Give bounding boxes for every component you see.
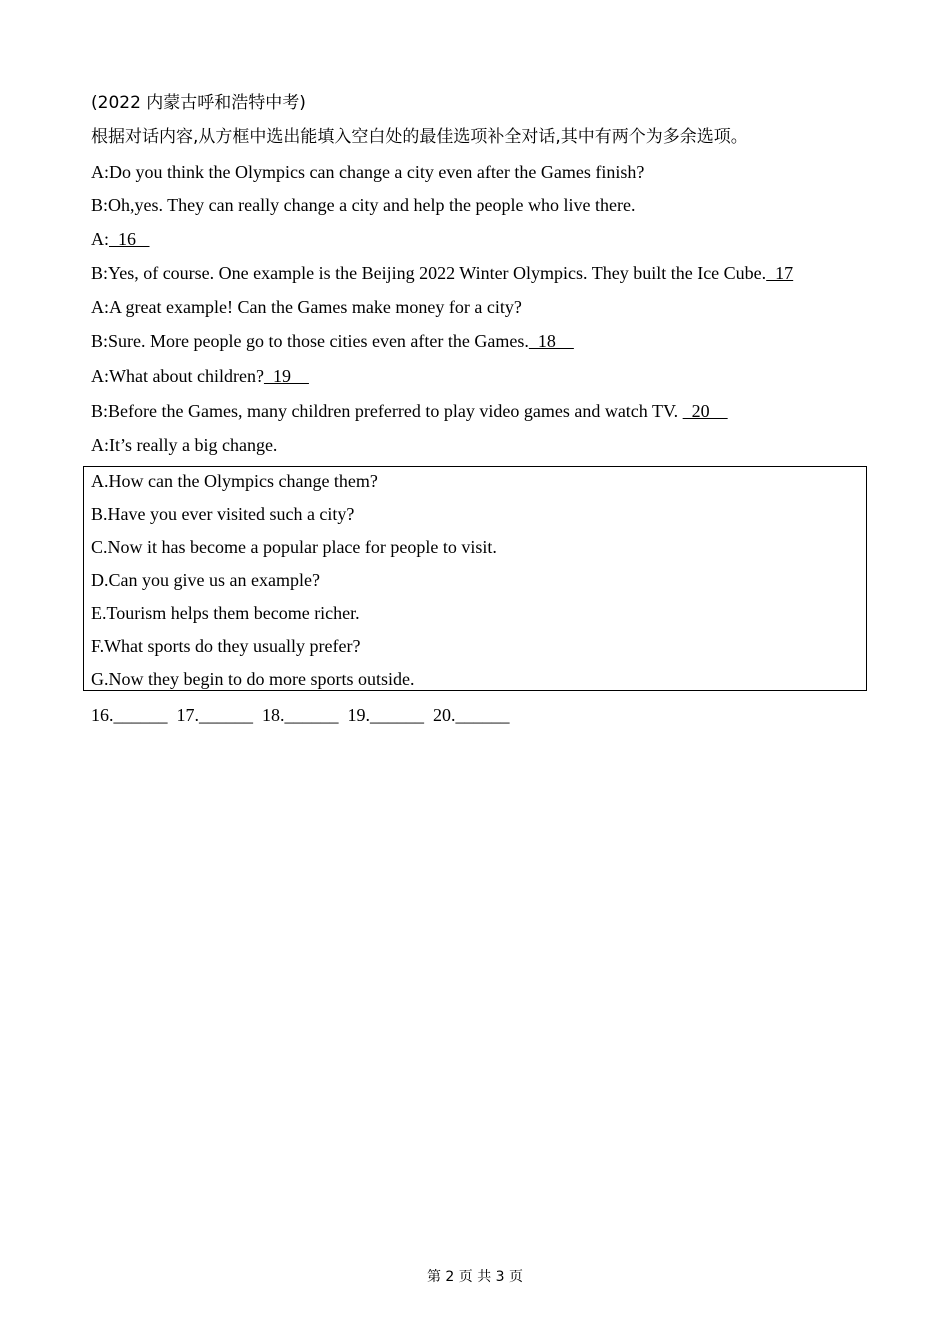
option-d: D.Can you give us an example?: [91, 570, 320, 590]
option-f: F.What sports do they usually prefer?: [91, 636, 361, 656]
dialogue-line-5: [91, 296, 522, 318]
dialogue-line-9: [91, 434, 277, 456]
dialogue-text: A:A great example! Can the Games make money for a city?: [91, 297, 522, 317]
dialogue-line-6: [91, 330, 574, 352]
option-b: B.Have you ever visited such a city?: [91, 504, 355, 524]
blank-16: 16: [109, 229, 150, 249]
option-e: E.Tourism helps them become richer.: [91, 603, 360, 623]
dialogue-line-2: [91, 194, 635, 216]
dialogue-text: B:Sure. More people go to those cities even after the Games.: [91, 331, 529, 351]
dialogue-line-1: [91, 161, 644, 183]
dialogue-text: A:What about children?: [91, 366, 264, 386]
blank-20: 20: [682, 401, 728, 421]
dialogue-line-7: [91, 365, 309, 387]
question-source: (2022 内蒙古呼和浩特中考): [91, 93, 306, 113]
dialogue-line-4: [91, 262, 793, 284]
dialogue-line-8: [91, 400, 728, 422]
options-box: [83, 466, 867, 691]
dialogue-text: A:Do you think the Olympics can change a city even after the Games finish?: [91, 162, 645, 182]
dialogue-text: A:It’s really a big change.: [91, 435, 278, 455]
instruction-text: 根据对话内容,从方框中选出能填入空白处的最佳选项补全对话,其中有两个为多余选项。: [91, 127, 748, 147]
page-footer: 第 2 页 共 3 页: [426, 1269, 524, 1285]
dialogue-text: B:Oh,yes. They can really change a city and help the people who live there.: [91, 195, 636, 215]
dialogue-line-3: [91, 228, 150, 250]
blank-19: 19: [263, 366, 309, 386]
option-c: C.Now it has become a popular place for people to visit.: [91, 537, 497, 557]
dialogue-text: A:: [91, 229, 109, 249]
dialogue-text: B:Before the Games, many children preferred to play video games and watch TV.: [91, 401, 683, 421]
option-a: A.How can the Olympics change them?: [91, 471, 378, 491]
answer-blanks: 16.______ 17.______ 18.______ 19.______ 20.______: [91, 705, 510, 725]
blank-18: 18: [528, 331, 574, 351]
dialogue-text: B:Yes, of course. One example is the Beijing 2022 Winter Olympics. They built the Ice Cube.: [91, 263, 767, 283]
option-g: G.Now they begin to do more sports outside.: [91, 669, 415, 689]
blank-17: 17: [766, 263, 794, 283]
